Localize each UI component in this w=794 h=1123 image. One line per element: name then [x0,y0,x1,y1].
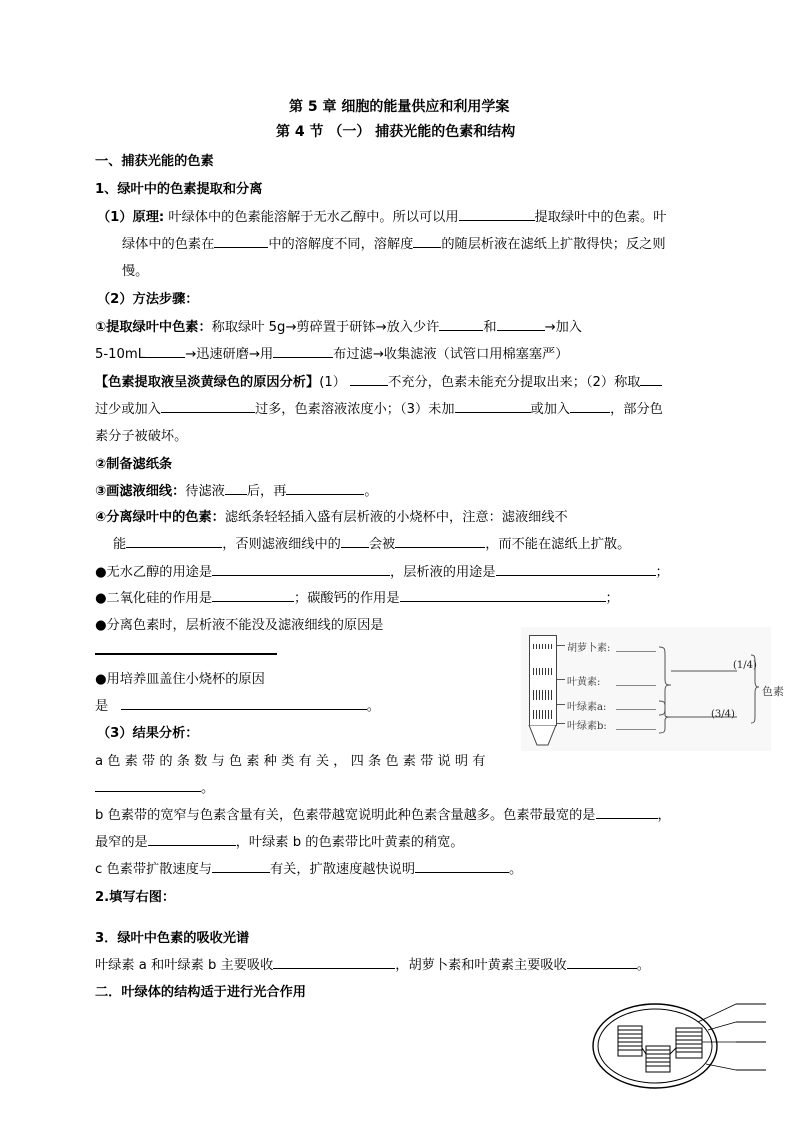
leader-line [557,704,565,705]
blank[interactable] [350,373,388,386]
text: 滤纸条轻轻插入盛有层析液的小烧杯中，注意：滤液细线不 [224,510,568,525]
text: 不充分，色素未能充分提取出来；（2）称取 [388,375,641,390]
principle-line1 [97,206,666,225]
bullet-dish: ●用培养皿盖住小烧杯的原因 [95,672,265,687]
leader-line [557,679,565,680]
step4-line1 [95,506,568,525]
part1-heading: 一、捕获光能的色素 [95,154,214,169]
text: 有关，扩散速度越快说明 [269,862,416,877]
blank[interactable] [145,345,185,358]
blank[interactable] [496,563,656,576]
text: ●无水乙醇的用途是 [95,565,213,580]
text: 后，再 [246,484,287,499]
blank[interactable] [439,318,483,331]
text: ，部分色 [610,402,663,417]
text: 过多，色素溶液浓度小；（3）未加 [254,402,455,417]
granum-left [618,1026,642,1056]
text: ；碳酸钙的作用是 [294,591,400,606]
text: c 色素带扩散速度与 [95,862,212,877]
part2-heading: 二．叶绿体的结构适于进行光合作用 [95,985,306,1000]
blank[interactable] [212,589,294,602]
text: 称取绿叶 5g→剪碎置于研钵→放入少许 [211,320,440,335]
blank[interactable] [415,860,509,873]
step2: ②制备滤纸条 [95,457,173,472]
result-b-line1 [95,804,671,823]
label-xanthophyll: 叶黄素: [567,677,601,688]
result-a-line1: a 色 素 带 的 条 数 与 色 素 种 类 有 关 ， 四 条 色 素 带 说 明 有 [95,754,486,769]
blank[interactable] [413,235,441,248]
ratio-bottom: (3/4) [711,709,735,720]
text: ，胡萝卜素和叶黄素主要吸收 [395,958,567,973]
blank[interactable] [161,400,255,413]
text: →加入 [544,320,582,335]
blank[interactable] [570,400,610,413]
blank[interactable] [95,779,201,792]
text: ，层析液的用途是 [390,565,496,580]
section-title: 第 4 节 （一） 捕获光能的色素和结构 [276,124,516,140]
q3-line [95,954,650,973]
answer-line[interactable] [616,651,656,652]
blank[interactable] [148,833,236,846]
blank[interactable] [212,563,390,576]
q1-heading: 1、绿叶中的色素提取和分离 [95,182,263,197]
step3-line [95,480,378,499]
text: →迅速研磨→用 [185,347,274,362]
chapter-title: 第 5 章 细胞的能量供应和利用学案 [289,99,510,115]
text: 。 [636,958,650,973]
text: 的随层析液在滤纸上扩散得快；反之则 [441,237,666,252]
text: 。 [201,781,215,796]
bullet-separation-answer [95,641,277,659]
granum-middle [646,1046,670,1072]
label-chlorophyll-a: 叶绿素a: [567,702,607,713]
blank[interactable] [497,318,545,331]
analysis-line1 [95,371,662,390]
text: ，否则滤液细线中的 [222,537,341,552]
text: ●二氧化硅的作用是 [95,591,213,606]
answer-line[interactable] [616,709,656,710]
text: ，叶绿素 b 的色素带比叶黄素的稍宽。 [235,835,464,850]
band-chlorophyll-b [533,710,553,719]
blank[interactable] [212,860,270,873]
answer-line[interactable] [616,729,656,730]
step1-line1 [95,316,582,335]
text: 。 [366,699,380,714]
text: 。 [509,862,523,877]
text: 叶绿素 a 和叶绿素 b 主要吸收 [95,958,274,973]
result-a-line2 [95,777,214,796]
text: 提取绿叶中的色素。叶 [534,210,667,225]
text: 待滤液 [185,484,225,499]
step1-label: ①提取绿叶中色素： [95,320,212,335]
label-carotene: 胡萝卜素: [567,643,611,654]
text: 能 [113,537,127,552]
analysis-label: 【色素提取液呈淡黄绿色的原因分析】 [95,375,320,390]
blank[interactable] [273,956,395,969]
text: 5-10mL [95,347,146,362]
blank[interactable] [121,697,367,710]
text: (1） [319,375,346,390]
text: ，而不能在滤纸上扩散。 [485,537,631,552]
step4-line2 [113,533,630,552]
band-chlorophyll-a [533,690,553,700]
principle-label: （1）原理: [97,210,165,225]
blank[interactable] [567,956,637,969]
step4-label: ④分离绿叶中的色素： [95,510,225,525]
ratio-top: (1/4) [733,660,757,671]
chloroplast-diagram [590,998,770,1102]
answer-line[interactable] [616,685,656,686]
blank[interactable] [273,345,333,358]
analysis-line3: 素分子被破坏。 [95,429,188,444]
text: 和 [483,320,497,335]
analysis-line2 [95,398,663,417]
label-chlorophyll-b: 叶绿素b: [567,721,607,732]
text: ； [655,565,669,580]
blank[interactable] [400,589,606,602]
blank[interactable] [596,806,658,819]
blank[interactable] [341,535,369,548]
text: 绿体中的色素在 [122,237,215,252]
leader-line [557,723,565,724]
result-b-line2 [95,831,464,850]
bracket-group-icon [657,641,767,741]
chromatography-figure [521,627,784,751]
text: 会被 [368,537,396,552]
text: ； [605,591,619,606]
result-heading: （3）结果分析： [97,726,199,741]
bullet-dish-answer [95,695,380,714]
text: 布过滤→收集滤液（试管口用棉塞塞严） [333,347,569,362]
step1-line2 [95,343,568,362]
granum-right [676,1028,702,1058]
text: 或加入 [530,402,571,417]
q3-heading: 3．绿叶中色素的吸收光谱 [95,931,250,946]
band-carotene [533,644,553,649]
blank[interactable] [455,400,531,413]
text: ， [657,808,671,823]
text: b 色素带的宽窄与色素含量有关，色素带越宽说明此种色素含量越多。色素带最宽的是 [95,808,596,823]
pigment-group-label: 色素 [762,685,784,698]
step3-label: ③画滤液细线： [95,484,186,499]
blank[interactable] [640,373,662,386]
principle-line2 [122,233,666,252]
text: 最窄的是 [95,835,148,850]
text: 。 [364,484,378,499]
text: 是 [95,699,109,714]
blank[interactable] [95,641,277,655]
leader-line [557,645,565,646]
band-xanthophyll [533,668,553,675]
text: 过少或加入 [95,402,161,417]
q2-heading: 2.填写右图： [95,890,176,905]
result-c-line [95,858,522,877]
blank[interactable] [286,482,364,495]
text: 中的溶解度不同，溶解度 [268,237,414,252]
blank[interactable] [225,482,247,495]
blank[interactable] [214,235,268,248]
bullet-ethanol [95,561,669,580]
steps-heading: （2）方法步骤： [97,292,199,307]
bullet-sio2 [95,587,619,606]
bullet-separation: ●分离色素时，层析液不能没及滤液细线的原因是 [95,618,384,633]
principle-line3: 慢。 [122,264,149,279]
tube-bottom-icon [521,725,565,749]
blank[interactable] [459,208,535,221]
text: 叶绿体中的色素能溶解于无水乙醇中。所以可以用 [168,210,459,225]
blank[interactable] [126,535,222,548]
blank[interactable] [395,535,485,548]
filter-paper-tube [529,635,557,726]
